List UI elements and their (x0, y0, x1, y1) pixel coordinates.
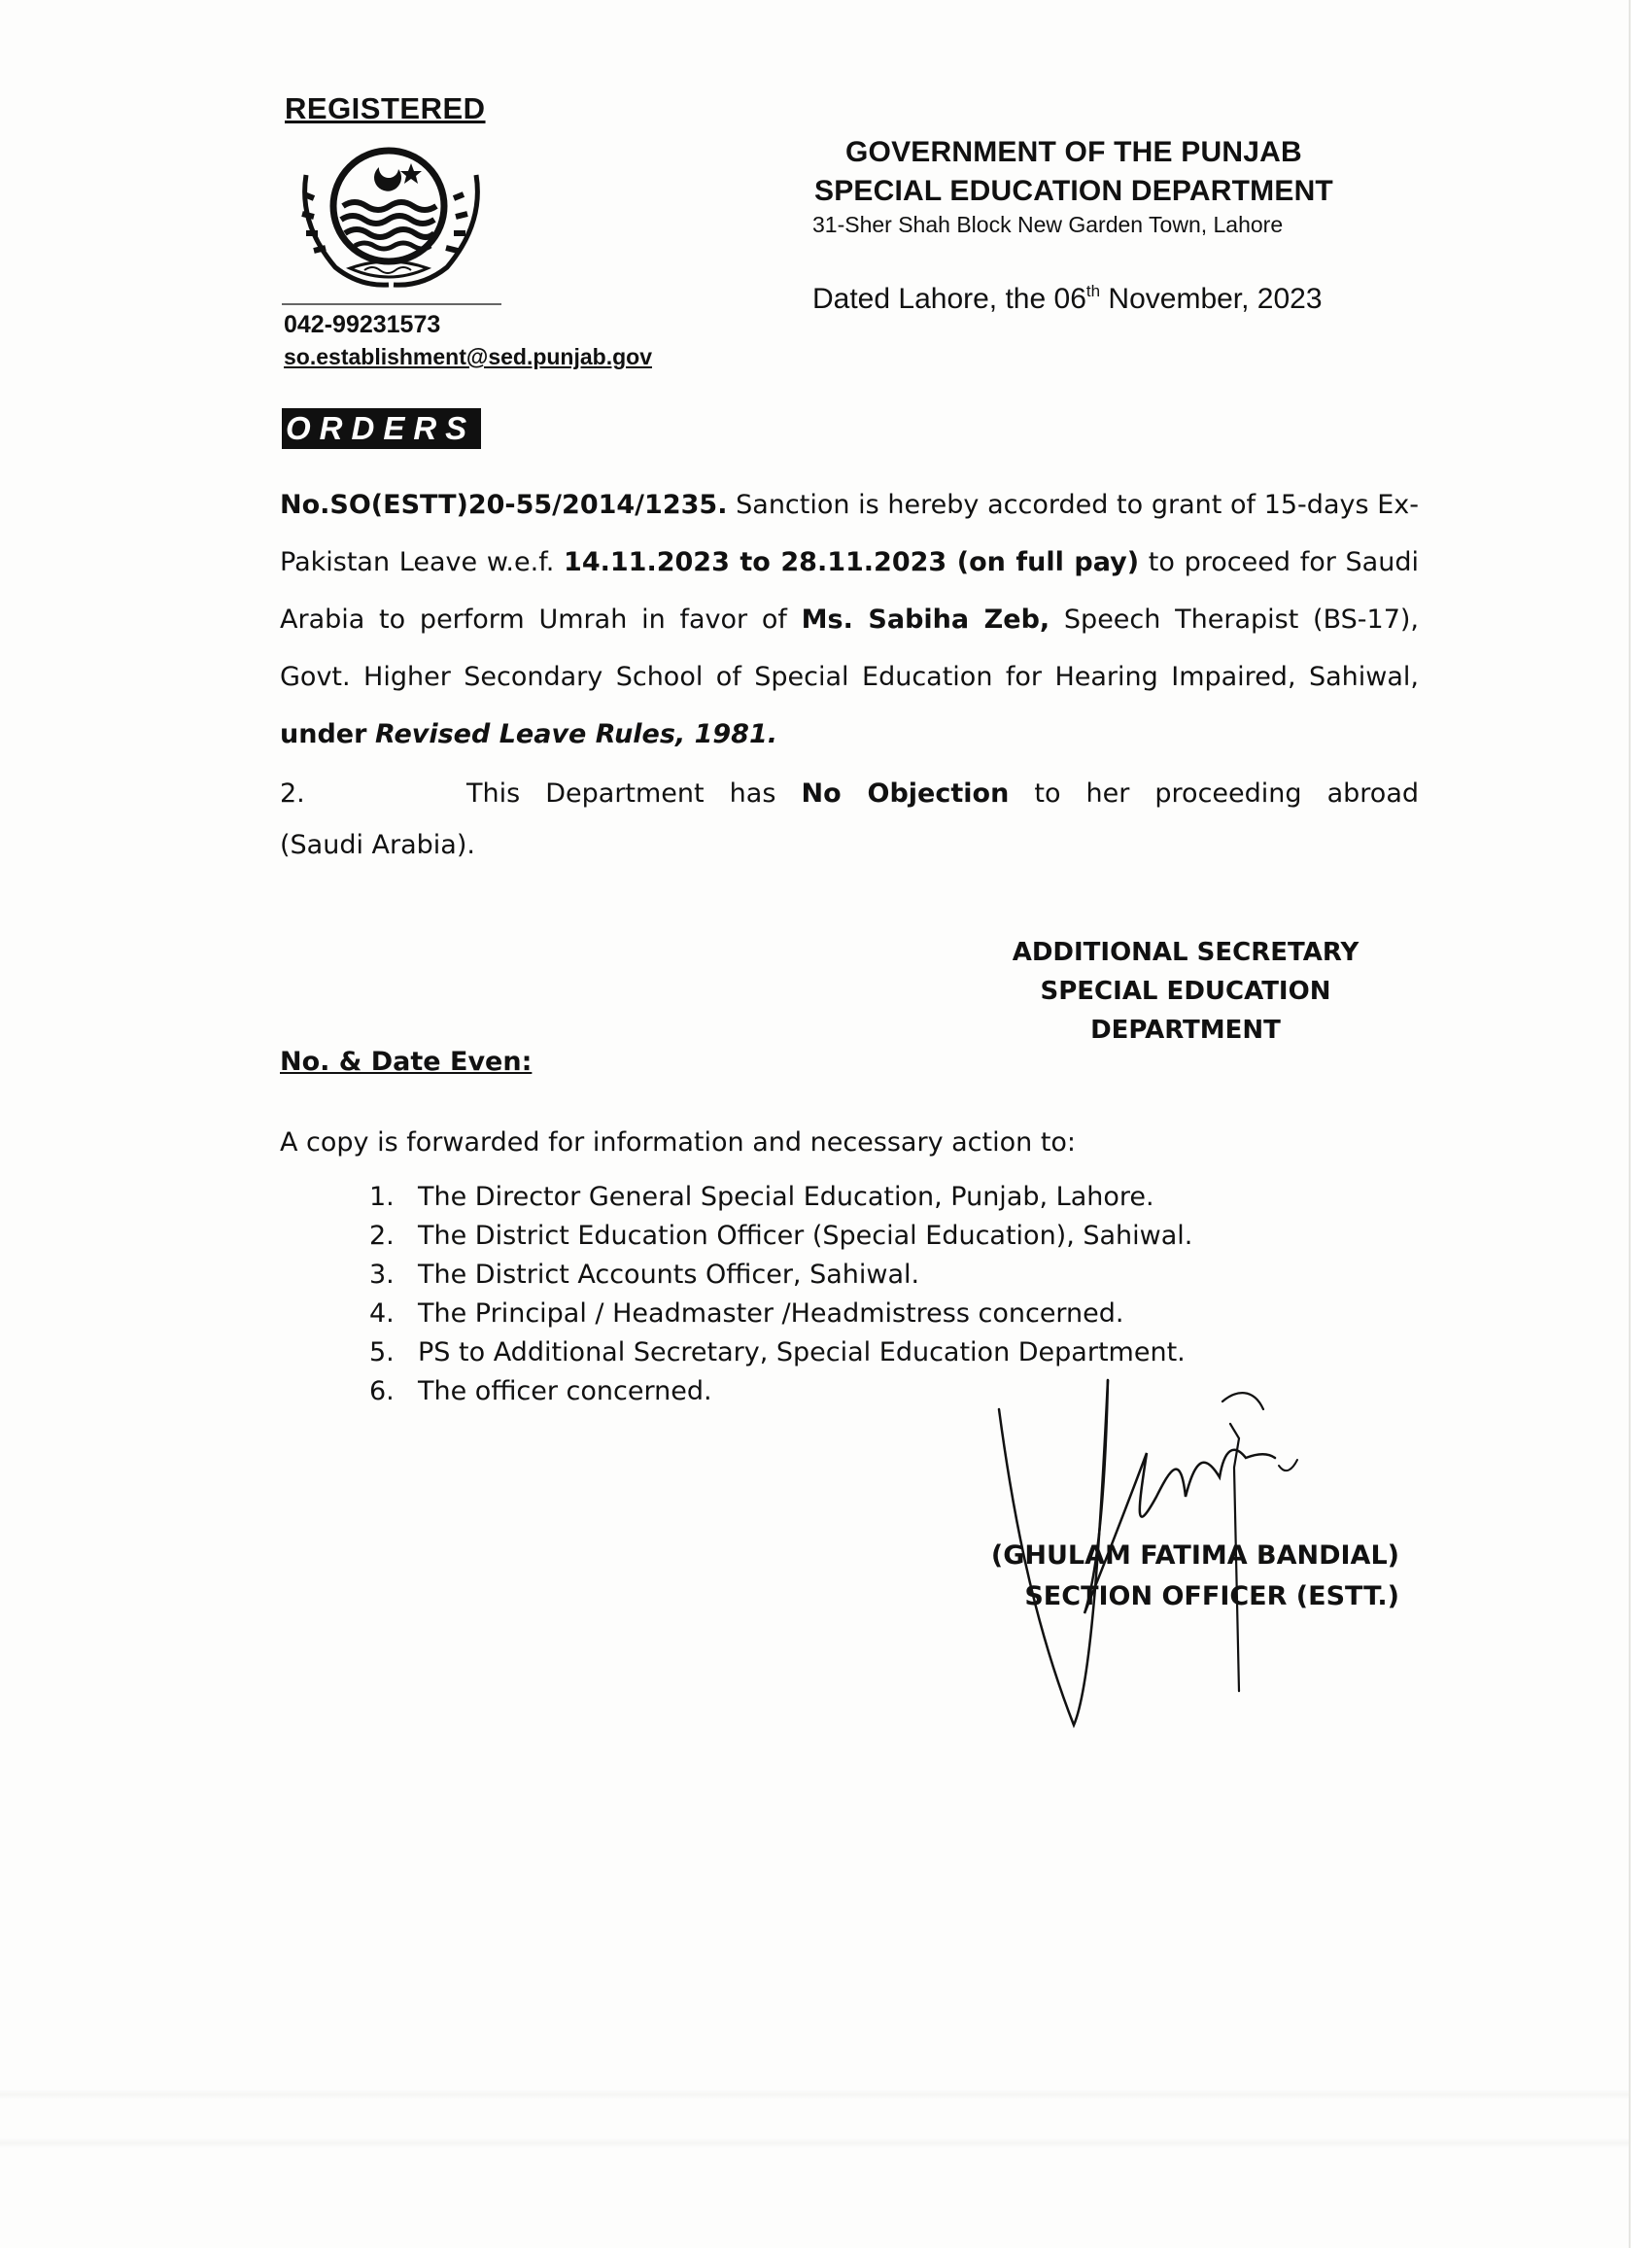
list-item: 4. The Principal / Headmaster /Headmistress concerned. (369, 1298, 1124, 1329)
email-address: so.establishment@sed.punjab.gov (284, 344, 652, 369)
list-item: 2. The District Education Officer (Special Education), Sahiwal. (369, 1221, 1193, 1251)
no-and-date-heading: No. & Date Even: (280, 1047, 533, 1077)
list-item: 1. The Director General Special Education, Punjab, Lahore. (369, 1182, 1154, 1212)
handwritten-signature (991, 1361, 1312, 1749)
order-paragraph: No.SO(ESTT)20-55/2014/1235. Sanction is hereby accorded to grant of 15-days Ex-Pakistan Leave w.e.f. 14.11.2023 to 28.11.2023 (on full pay) to proceed for Saudi Arabia to perform Umrah in favor of Ms. Sabiha Zeb, Speech Therapist (BS-17), Govt. Higher Secondary School of Special Education for Hearing Impaired, Sahiwal, under Revised Leave Rules, 1981. (280, 490, 1419, 749)
order-reference: No.SO(ESTT)20-55/2014/1235. (280, 490, 728, 520)
no-objection: No Objection (801, 778, 1010, 809)
officer-name: (GHULAM FATIMA BANDIAL) (990, 1540, 1399, 1571)
additional-secretary-block: ADDITIONAL SECRETARY SPECIAL EDUCATION DEPARTMENT (1012, 938, 1359, 1045)
department-title: SPECIAL EDUCATION DEPARTMENT (814, 175, 1333, 207)
leave-rules: Revised Leave Rules, 1981. (375, 719, 778, 749)
scan-artifact (0, 2090, 1629, 2099)
punjab-emblem-icon (296, 146, 500, 292)
list-item: 5. PS to Additional Secretary, Special Education Department. (369, 1337, 1186, 1367)
registered-label: REGISTERED (285, 91, 486, 125)
list-item: 6. The officer concerned. (369, 1376, 712, 1406)
officer-title: SECTION OFFICER (ESTT.) (1024, 1581, 1399, 1611)
scan-artifact (0, 2138, 1629, 2148)
list-item: 3. The District Accounts Officer, Sahiwal. (369, 1260, 920, 1290)
government-title: GOVERNMENT OF THE PUNJAB (845, 136, 1302, 168)
leave-dates: 14.11.2023 to 28.11.2023 (on full pay) (564, 547, 1140, 577)
department-address: 31-Sher Shah Block New Garden Town, Lahore (812, 212, 1284, 237)
orders-heading: ORDERS (282, 408, 481, 449)
phone-number: 042-99231573 (284, 311, 441, 338)
objection-paragraph: 2. This Department has No Objection to her proceeding abroad (Saudi Arabia). (280, 778, 1419, 860)
copy-forwarded-intro: A copy is forwarded for information and necessary action to: (280, 1127, 1077, 1158)
dated-line: Dated Lahore, the 06th November, 2023 (812, 282, 1323, 315)
employee-name: Ms. Sabiha Zeb, (801, 605, 1050, 635)
emblem-divider (282, 303, 501, 305)
